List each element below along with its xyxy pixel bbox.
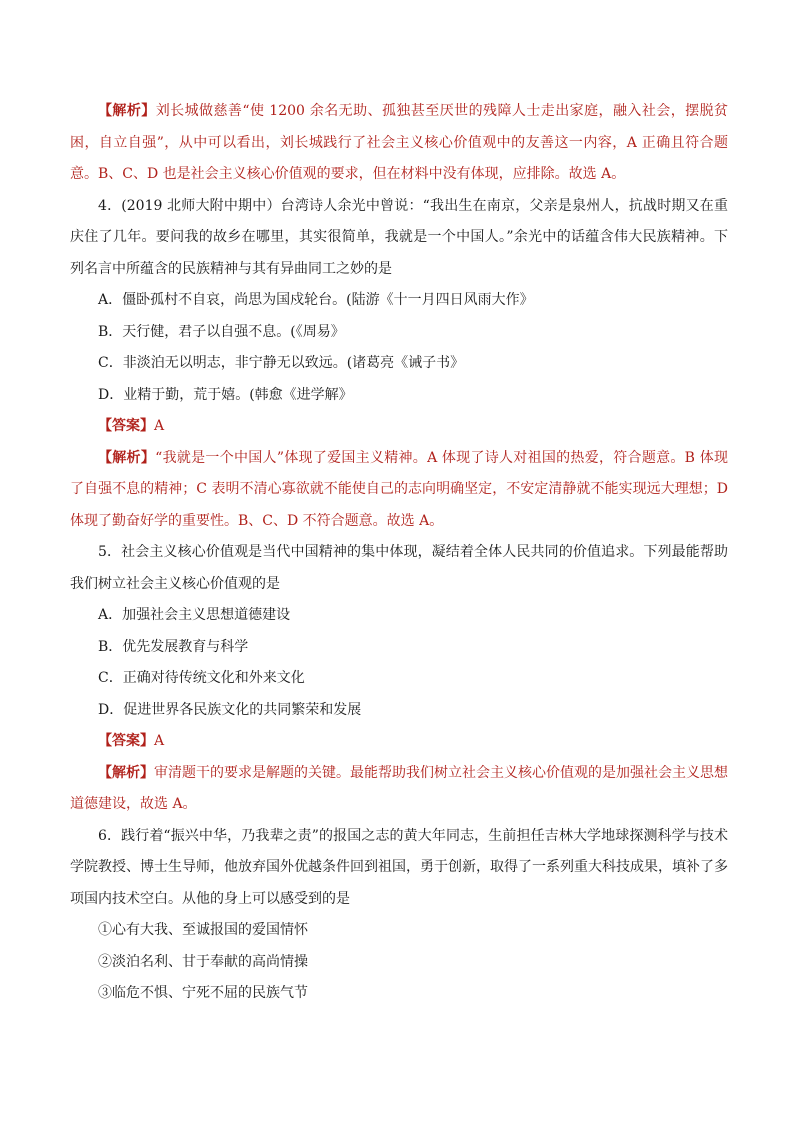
q4-option-a: A．僵卧孤村不自哀，尚思为国戍轮台。(陆游《十一月四日风雨大作》 (98, 292, 534, 308)
q5-option-d: D．促进世界各民族文化的共同繁荣和发展 (98, 701, 362, 718)
q3-analysis-text: 刘长城做慈善“使 1200 余名无助、孤独甚至厌世的残障人士走出家庭，融入社会，摆脱贫困，自立自强”，从中可以看出，刘长城践行了社会主义核心价值观中的友善这一内容，A 正确且符合题意。B、C、D 也是社会主义核心价值观的要求，但在材料中没有体现，应排除。故选 A。 (70, 103, 729, 182)
q4-stem: 4．(2019 北师大附中期中）台湾诗人余光中曾说：“我出生在南京，父亲是泉州人，抗战时期又在重庆住了几年。要问我的故乡在哪里，其实很简单，我就是一个中国人。”余光中的话蕴含伟大民族精神。下列名言中所蕴含的民族精神与其有异曲同工之妙的是 (70, 197, 728, 277)
q5-answer-value: A (154, 733, 165, 749)
q5-stem: 5．社会主义核心价值观是当代中国精神的集中体现，凝结着全体人民共同的价值追求。下列最能帮助我们树立社会主义核心价值观的是 (70, 544, 728, 592)
q4-answer-value: A (154, 418, 165, 434)
q5-answer-tag: 【答案】 (98, 733, 154, 749)
q6-stem: 6．践行着“振兴中华，乃我辈之责”的报国之志的黄大年同志，生前担任吉林大学地球探测科学与技术学院教授、博士生导师，他放弃国外优越条件回到祖国，勇于创新，取得了一系列重大科技成果，填补了多项国内技术空白。从他的身上可以感受到的是 (70, 827, 728, 907)
q6-option-3: ③临危不惧、宁死不屈的民族气节 (98, 985, 308, 1001)
q4-answer (70, 411, 728, 443)
q5-analysis (70, 758, 728, 821)
q4-option-b: B．天行健，君子以自强不息。(《周易》 (98, 323, 345, 340)
q6-option-2: ②淡泊名利、甘于奉献的高尚情操 (98, 953, 308, 970)
q5-answer (70, 726, 728, 758)
q4-analysis-tag: 【解析】 (98, 449, 156, 466)
q6-option-1: ①心有大我、至诚报国的爱国情怀 (98, 922, 308, 938)
q4-analysis (70, 443, 728, 538)
q4-analysis-text: “我就是一个中国人”体现了爱国主义精神。A 体现了诗人对祖国的热爱，符合题意。B 体现了自强不息的精神；C 表明不清心寡欲就不能使自己的志向明确坚定，不安定清静就不能实现远大理想；D 体现了勤奋好学的重要性。B、C、D 不符合题意。故选 A。 (70, 449, 728, 529)
q5-analysis-tag: 【解析】 (98, 764, 154, 781)
q5-analysis-text: 审清题干的要求是解题的关键。最能帮助我们树立社会主义核心价值观的是加强社会主义思想道德建设，故选 A。 (70, 764, 728, 812)
q5-option-a: A．加强社会主义思想道德建设 (98, 607, 291, 623)
q4-option-d: D．业精于勤，荒于嬉。(韩愈《进学解》 (98, 386, 353, 403)
q3-analysis-tag: 【解析】 (98, 103, 156, 119)
q5-option-c: C．正确对待传统文化和外来文化 (98, 670, 305, 686)
q4-answer-tag: 【答案】 (98, 418, 154, 434)
q3-analysis (70, 96, 728, 191)
q5-option-b: B．优先发展教育与科学 (98, 638, 249, 655)
q4-option-c: C．非淡泊无以明志，非宁静无以致远。(诸葛亮《诫子书》 (98, 355, 465, 371)
